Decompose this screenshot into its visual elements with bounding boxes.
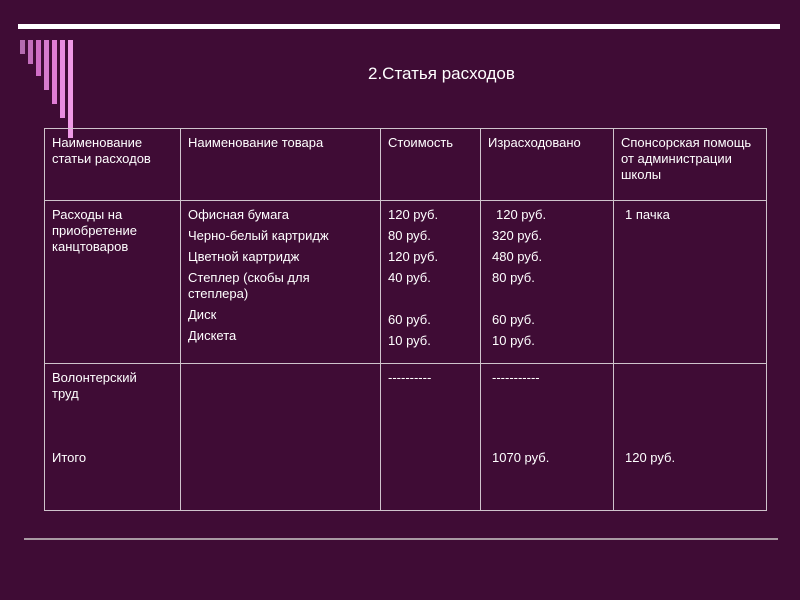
stripe bbox=[68, 40, 73, 138]
spacer bbox=[492, 291, 606, 307]
cost-value: 60 руб. bbox=[388, 312, 431, 327]
cost-value: 120 руб. bbox=[388, 249, 439, 264]
item-name: Степлер (скобы для степлера) bbox=[188, 270, 310, 301]
header-cost: Стоимость bbox=[381, 129, 481, 201]
row2-spent bbox=[481, 364, 614, 511]
spent-total: 1070 руб. bbox=[492, 450, 550, 465]
stripe bbox=[52, 40, 57, 104]
spent-dash: ----------- bbox=[492, 370, 540, 385]
header-category: Наименование статьи расходов bbox=[45, 129, 181, 201]
header-spent: Израсходовано bbox=[481, 129, 614, 201]
item-name: Черно-белый картридж bbox=[188, 228, 329, 243]
item-name: Диск bbox=[188, 307, 217, 322]
stripe bbox=[20, 40, 25, 54]
spent-value: 120 руб. bbox=[496, 207, 547, 222]
stripe bbox=[60, 40, 65, 118]
total-label: Итого bbox=[52, 450, 87, 465]
row2-item bbox=[181, 364, 381, 511]
cost-value: 120 руб. bbox=[388, 207, 439, 222]
row1-sponsor: 1 пачка bbox=[614, 201, 767, 364]
row2-sponsor bbox=[614, 364, 767, 511]
row2-cost: ---------- bbox=[381, 364, 481, 511]
row1-costs bbox=[381, 201, 481, 364]
spent-value: 80 руб. bbox=[492, 270, 535, 285]
cost-value: 40 руб. bbox=[388, 270, 431, 285]
item-name: Офисная бумага bbox=[188, 207, 289, 222]
spent-value: 480 руб. bbox=[492, 249, 543, 264]
cost-value: 10 руб. bbox=[388, 333, 431, 348]
stripe bbox=[36, 40, 41, 76]
spent-value: 320 руб. bbox=[492, 228, 543, 243]
item-name: Цветной картридж bbox=[188, 249, 300, 264]
spent-value: 10 руб. bbox=[492, 333, 535, 348]
slide-title: 2.Статья расходов bbox=[368, 64, 515, 83]
table-header-row bbox=[45, 129, 767, 201]
row1-items bbox=[181, 201, 381, 364]
stripe bbox=[44, 40, 49, 90]
top-divider bbox=[18, 24, 780, 29]
table-row bbox=[45, 201, 767, 364]
item-name: Дискета bbox=[188, 328, 237, 343]
spacer bbox=[388, 291, 473, 307]
row1-category: Расходы на приобретение канцтоваров bbox=[45, 201, 181, 364]
row2-category bbox=[45, 364, 181, 511]
table-row bbox=[45, 364, 767, 511]
cost-value: 80 руб. bbox=[388, 228, 431, 243]
bottom-divider bbox=[24, 538, 778, 540]
spent-value: 60 руб. bbox=[492, 312, 535, 327]
stripe bbox=[28, 40, 33, 64]
expenses-table bbox=[44, 128, 767, 511]
volunteer-label: Волонтерский труд bbox=[52, 370, 137, 401]
header-sponsor: Спонсорская помощь от администрации школы bbox=[614, 129, 767, 201]
header-item: Наименование товара bbox=[181, 129, 381, 201]
row1-spent bbox=[481, 201, 614, 364]
sponsor-total: 120 руб. bbox=[625, 450, 676, 465]
